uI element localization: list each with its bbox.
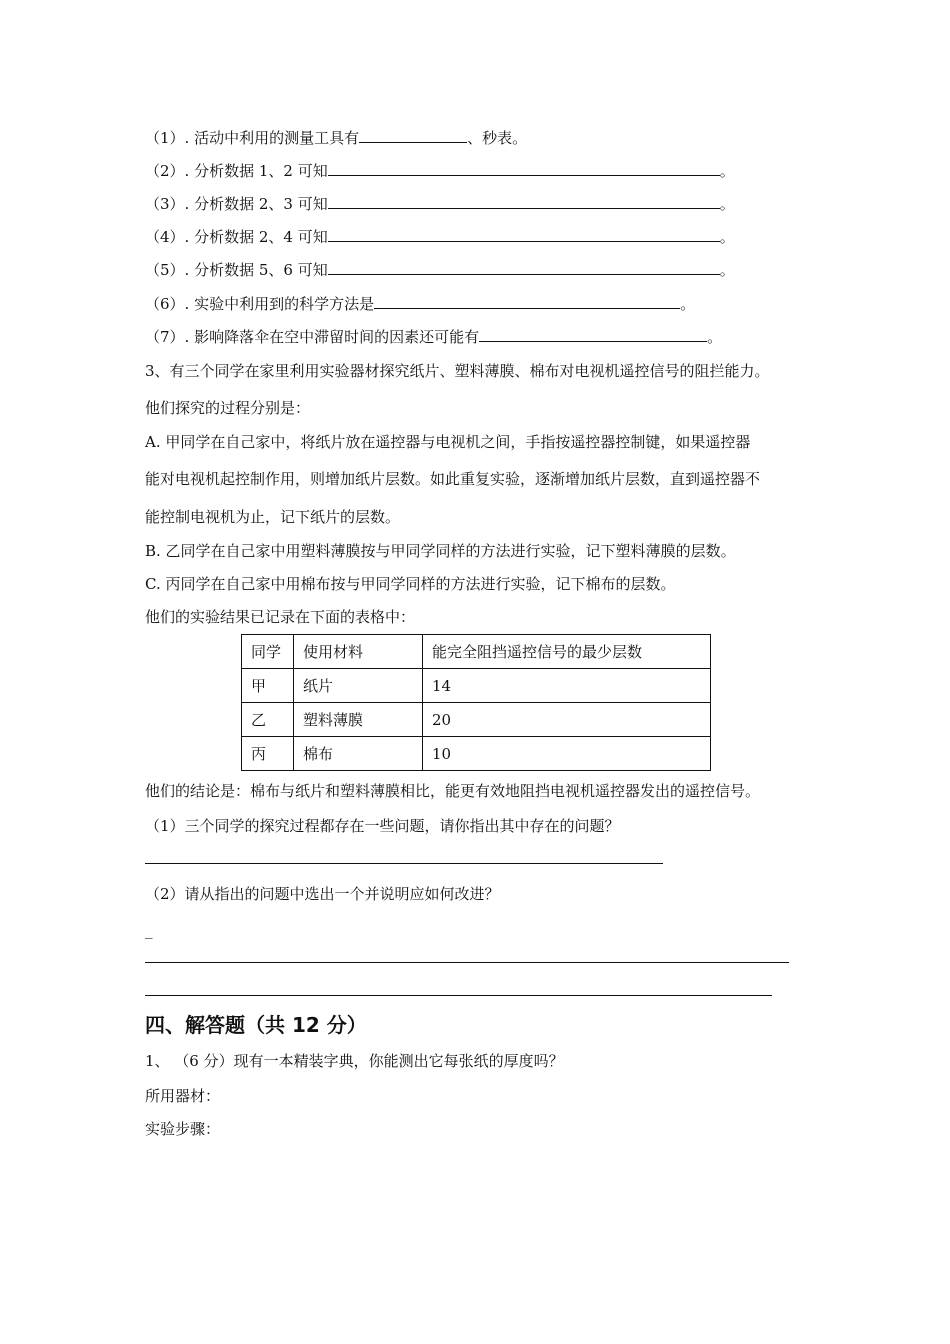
q2-item-5-text: （5）. 分析数据 5、6 可知: [145, 261, 328, 279]
s4-question-1: 1、 （6 分）现有一本精装字典，你能测出它每张纸的厚度吗？: [145, 1052, 564, 1070]
table-header-row: [242, 635, 711, 669]
q3-table-intro: 他们的实验结果已记录在下面的表格中：: [145, 608, 416, 626]
q2-item-3-text: （3）. 分析数据 2、3 可知: [145, 195, 328, 213]
q2-item-4: [145, 227, 735, 247]
q2-item-3-suffix: 。: [719, 195, 735, 213]
table-row: [242, 703, 711, 737]
table-row: [242, 737, 711, 771]
results-table: [241, 634, 711, 771]
q2-item-6-text: （6）. 实验中利用到的科学方法是: [145, 295, 375, 313]
table-cell: 丙: [242, 737, 294, 771]
answer-blank[interactable]: [328, 194, 720, 209]
q3-step-a-line-3: 能控制电视机为止，记下纸片的层数。: [145, 508, 401, 526]
q2-item-2: [145, 161, 735, 181]
q2-item-4-text: （4）. 分析数据 2、4 可知: [145, 228, 328, 246]
table-cell: 14: [423, 669, 711, 703]
q3-step-a-line-2: 能对电视机起控制作用，则增加纸片层数。如此重复实验，逐渐增加纸片层数，直到遥控器不: [145, 470, 761, 488]
q2-item-5: [145, 260, 735, 280]
table-header-cell: 使用材料: [294, 635, 423, 669]
table-header-cell: 能完全阻挡遥控信号的最少层数: [423, 635, 711, 669]
answer-blank[interactable]: [374, 294, 680, 309]
s4-steps-label: 实验步骤：: [145, 1120, 221, 1138]
answer-line[interactable]: [145, 995, 772, 996]
answer-dash: _: [145, 921, 153, 939]
table-cell: 10: [423, 737, 711, 771]
q3-step-c: C. 丙同学在自己家中用棉布按与甲同学同样的方法进行实验，记下棉布的层数。: [145, 575, 676, 593]
table-cell: 20: [423, 703, 711, 737]
q3-sub-question-1: （1）三个同学的探究过程都存在一些问题，请你指出其中存在的问题？: [145, 817, 620, 835]
answer-blank[interactable]: [328, 227, 720, 242]
q2-item-7-text: （7）. 影响降落伞在空中滞留时间的因素还可能有: [145, 328, 480, 346]
q2-item-4-suffix: 。: [719, 228, 735, 246]
table-cell: 纸片: [294, 669, 423, 703]
q3-step-a-line-1: A. 甲同学在自己家中，将纸片放在遥控器与电视机之间，手指按遥控器控制键，如果遥控器: [145, 433, 751, 451]
q3-intro-2: 他们探究的过程分别是：: [145, 399, 311, 417]
q2-item-1: [145, 128, 527, 148]
answer-blank[interactable]: [328, 260, 720, 275]
section-heading: 四、解答题（共 12 分）: [145, 1013, 367, 1037]
q3-step-b: B. 乙同学在自己家中用塑料薄膜按与甲同学同样的方法进行实验，记下塑料薄膜的层数。: [145, 542, 736, 560]
q2-item-7-suffix: 。: [707, 328, 723, 346]
table-header-cell: 同学: [242, 635, 294, 669]
q2-item-2-suffix: 。: [719, 162, 735, 180]
answer-blank[interactable]: [359, 128, 467, 143]
table-cell: 甲: [242, 669, 294, 703]
s4-materials-label: 所用器材：: [145, 1087, 221, 1105]
answer-line[interactable]: [145, 863, 663, 864]
q3-sub-question-2: （2）请从指出的问题中选出一个并说明应如何改进？: [145, 885, 500, 903]
answer-blank[interactable]: [328, 161, 720, 176]
table-cell: 塑料薄膜: [294, 703, 423, 737]
answer-blank[interactable]: [479, 327, 707, 342]
q2-item-6-suffix: 。: [680, 295, 696, 313]
answer-line[interactable]: [145, 962, 789, 963]
table-row: [242, 669, 711, 703]
table-cell: 乙: [242, 703, 294, 737]
q2-item-3: [145, 194, 735, 214]
q3-conclusion: 他们的结论是：棉布与纸片和塑料薄膜相比，能更有效地阻挡电视机遥控器发出的遥控信号。: [145, 782, 761, 800]
q2-item-1-text: （1）. 活动中利用的测量工具有: [145, 129, 360, 147]
q2-item-2-text: （2）. 分析数据 1、2 可知: [145, 162, 328, 180]
q2-item-6: [145, 294, 695, 314]
q2-item-7: [145, 327, 722, 347]
table-cell: 棉布: [294, 737, 423, 771]
q3-intro-1: 3、有三个同学在家里利用实验器材探究纸片、塑料薄膜、棉布对电视机遥控信号的阻拦能力。: [145, 362, 770, 380]
q2-item-5-suffix: 。: [719, 261, 735, 279]
q2-item-1-suffix: 、秒表。: [467, 129, 528, 147]
